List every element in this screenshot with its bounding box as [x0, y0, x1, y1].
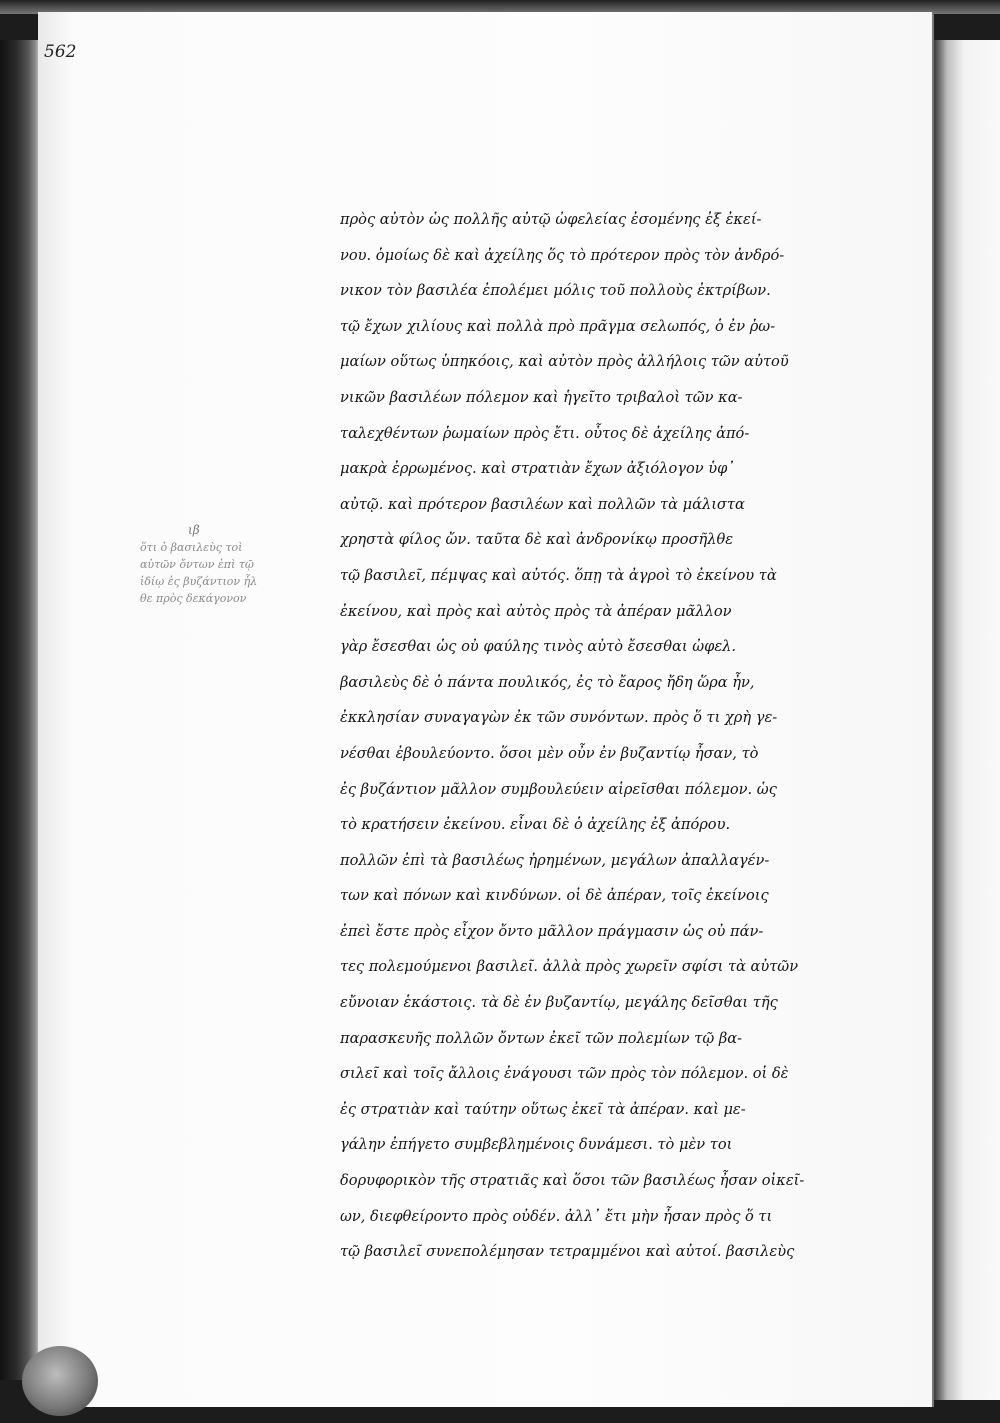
text-line: μακρὰ ἐρρωμένος. καὶ στρατιὰν ἔχων ἀξιόλογον ὑφ᾽ [340, 460, 735, 478]
text-line: γὰρ ἔσεσθαι ὡς οὐ φαύλης τινὸς αὐτὸ ἔσεσθαι ὠφελ. [340, 638, 737, 656]
margin-note-line: ἰδίῳ ἐς βυζάντιον ἦλ [140, 575, 258, 588]
book-spine [0, 40, 40, 1380]
text-line: σιλεῖ καὶ τοῖς ἄλλοις ἐνάγουσι τῶν πρὸς τὸν πόλεμον. οἱ δὲ [340, 1065, 789, 1083]
text-line: ἐκκλησίαν συναγαγὼν ἐκ τῶν συνόντων. πρὸς ὅ τι χρὴ γε- [340, 709, 778, 727]
thumb-shadow [22, 1346, 98, 1416]
text-line: τῷ βασιλεῖ συνεπολέμησαν τετραμμένοι καὶ αὐτοί. βασιλεὺς [340, 1243, 795, 1261]
text-line: πολλῶν ἐπὶ τὰ βασιλέως ἠρημένων, μεγάλων ἀπαλλαγέν- [340, 851, 770, 869]
text-line: βασιλεὺς δὲ ὁ πάντα πουλικός, ἐς τὸ ἔαρος ἤδη ὥρα ἦν, [340, 673, 755, 691]
margin-note-line: ιβ [188, 523, 200, 537]
margin-note-line: θε πρὸς δεκάγονον [140, 592, 247, 605]
text-line: ων, διεφθείροντο πρὸς οὐδέν. ἀλλ᾽ ἔτι μὴν ἦσαν πρὸς ὅ τι [340, 1207, 773, 1225]
text-line: ταλεχθέντων ῥωμαίων πρὸς ἔτι. οὗτος δὲ ἀχείλης ἀπό- [340, 424, 750, 442]
main-text-block [340, 202, 872, 1270]
text-line: παρασκευῆς πολλῶν ὄντων ἐκεῖ τῶν πολεμίων τῷ βα- [340, 1029, 743, 1047]
text-line: δορυφορικὸν τῆς στρατιᾶς καὶ ὅσοι τῶν βασιλέως ἦσαν οἰκεῖ- [340, 1172, 805, 1190]
margin-note-line: ὅτι ὁ βασιλεὺς τοὶ [140, 541, 243, 554]
text-line: εὔνοιαν ἑκάστοις. τὰ δὲ ἐν βυζαντίῳ, μεγάλης δεῖσθαι τῆς [340, 994, 778, 1012]
text-line: μαίων οὕτως ὑπηκόοις, καὶ αὐτὸν πρὸς ἀλλήλοις τῶν αὐτοῦ [340, 353, 789, 371]
text-line: πρὸς αὐτὸν ὡς πολλῆς αὐτῷ ὠφελείας ἐσομένης ἐξ ἐκεί- [340, 211, 762, 228]
text-line: τῷ ἔχων χιλίους καὶ πολλὰ πρὸ πρᾶγμα σελωπός, ὁ ἐν ῥω- [340, 317, 776, 335]
text-line: ἐπεὶ ἔστε πρὸς εἶχον ὄντο μᾶλλον πράγμασιν ὡς οὐ πάν- [340, 922, 764, 940]
text-line: ἐς στρατιὰν καὶ ταύτην οὕτως ἐκεῖ τὰ ἀπέραν. καὶ με- [340, 1100, 746, 1118]
folio-number: 562 [44, 42, 77, 62]
text-line: τες πολεμούμενοι βασιλεῖ. ἀλλὰ πρὸς χωρεῖν σφίσι τὰ αὐτῶν [340, 958, 799, 976]
text-line: γάλην ἐπήγετο συμβεβλημένοις δυνάμεσι. τὸ μὲν τοι [340, 1136, 733, 1154]
text-line: ἐκείνου, καὶ πρὸς καὶ αὐτὸς πρὸς τὰ ἀπέραν μᾶλλον [340, 602, 732, 620]
text-line: νέσθαι ἐβουλεύοντο. ὅσοι μὲν οὖν ἐν βυζαντίῳ ἦσαν, τὸ [340, 744, 759, 762]
facing-page-edge [934, 40, 1000, 1400]
text-line: τὸ κρατήσειν ἐκείνου. εἶναι δὲ ὁ ἀχείλης ἐξ ἀπόρου. [340, 816, 731, 834]
text-line: νου. ὁμοίως δὲ καὶ ἀχείλης ὅς τὸ πρότερον πρὸς τὸν ἀνδρό- [340, 246, 785, 264]
text-line: χρηστὰ φίλος ὤν. ταῦτα δὲ καὶ ἀνδρονίκῳ προσῆλθε [340, 531, 734, 549]
text-line: νικῶν βασιλέων πόλεμον καὶ ἡγεῖτο τριβαλοὶ τῶν κα- [340, 388, 743, 406]
text-line: τῷ βασιλεῖ, πέμψας καὶ αὐτός. ὅπῃ τὰ ἀγροὶ τὸ ἐκείνου τὰ [340, 566, 777, 584]
margin-note [140, 522, 355, 607]
text-line: των καὶ πόνων καὶ κινδύνων. οἱ δὲ ἀπέραν, τοῖς ἐκείνοις [340, 887, 769, 905]
margin-note-line: αὐτῶν ὄντων ἐπὶ τῷ [140, 558, 254, 571]
text-line: αὐτῷ. καὶ πρότερον βασιλέων καὶ πολλῶν τὰ μάλιστα [340, 495, 745, 513]
text-line: ἐς βυζάντιον μᾶλλον συμβουλεύειν αἱρεῖσθαι πόλεμον. ὡς [340, 780, 777, 798]
text-line: νικον τὸν βασιλέα ἐπολέμει μόλις τοῦ πολλοὺς ἐκτρίβων. [340, 282, 771, 300]
